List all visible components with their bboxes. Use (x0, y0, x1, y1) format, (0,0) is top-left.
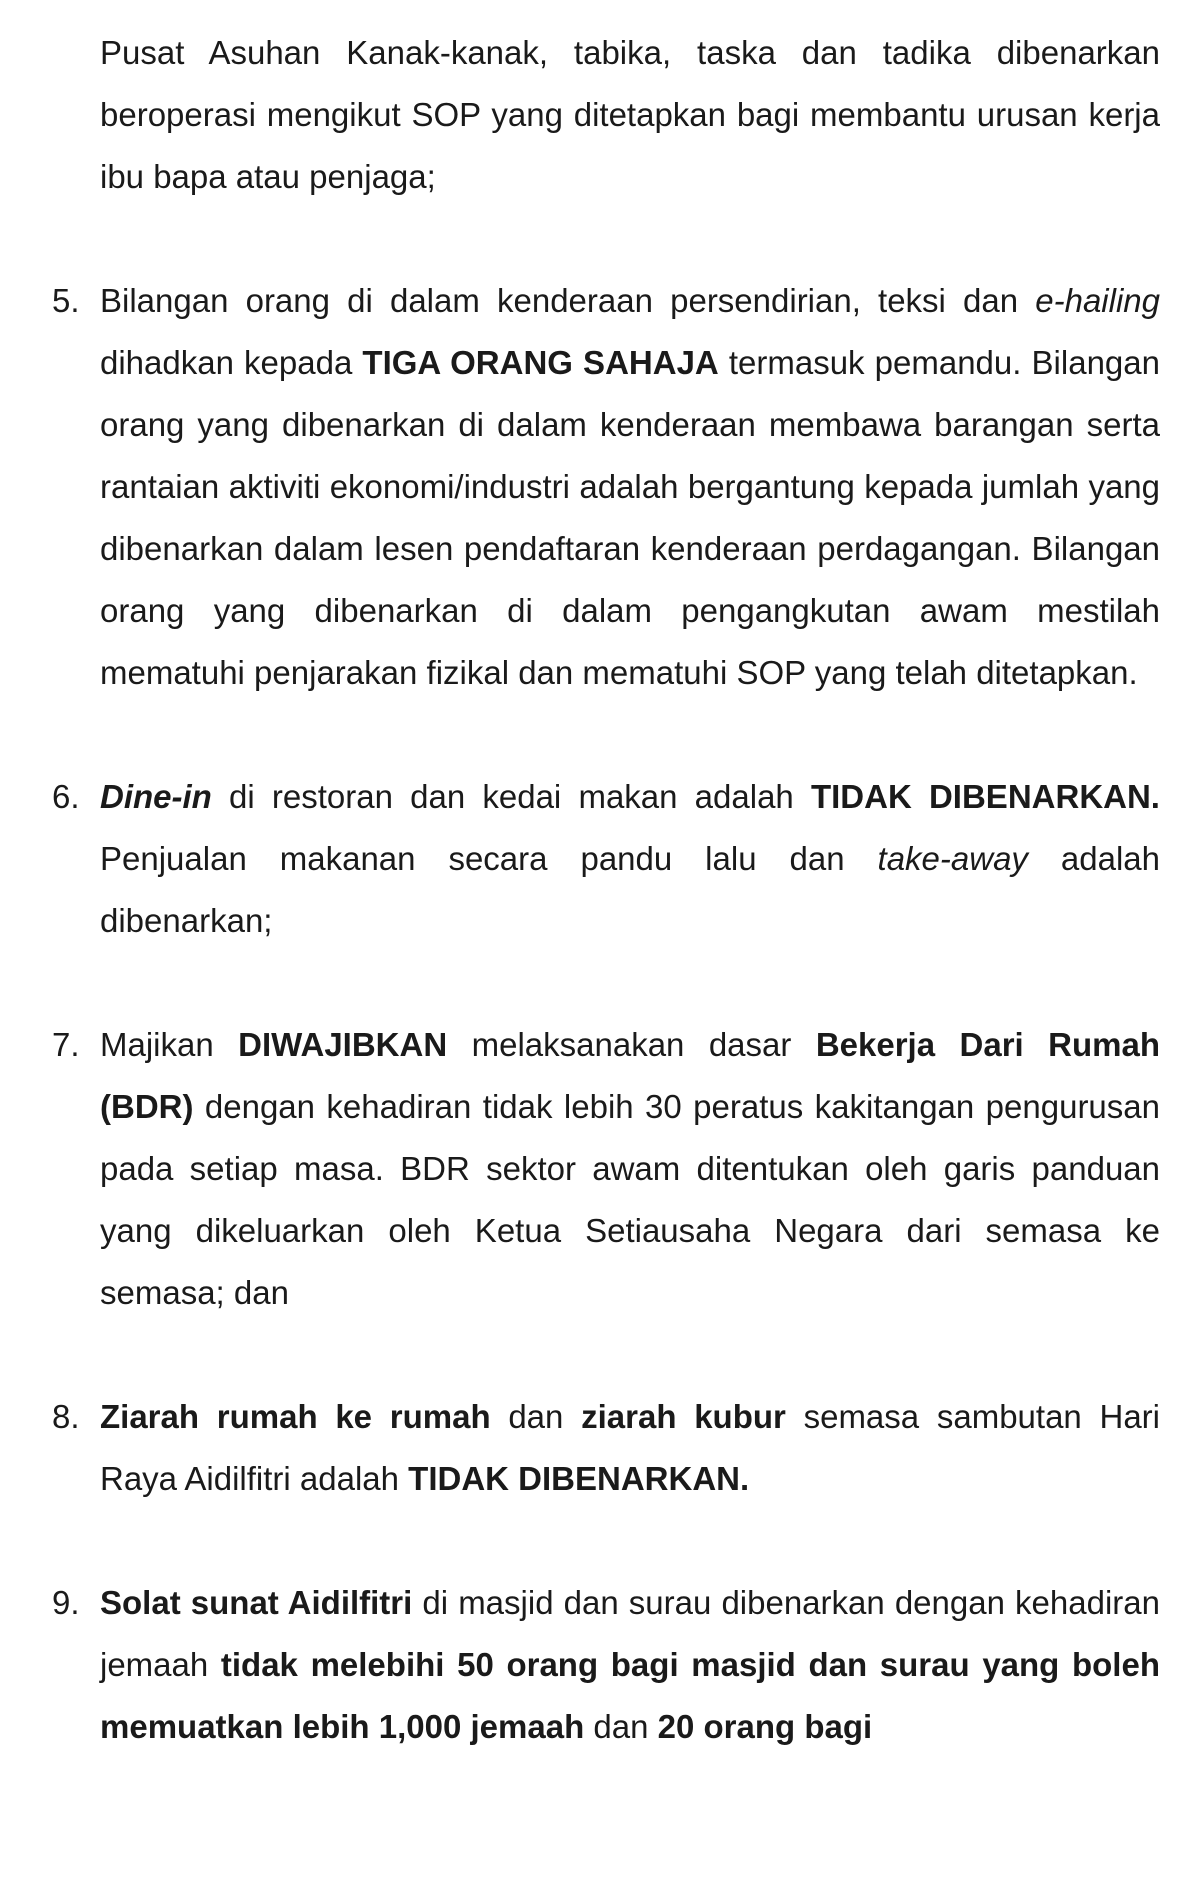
item-body (100, 1572, 1160, 1758)
list-item-6 (52, 766, 1160, 952)
text-run: Majikan (100, 1026, 239, 1063)
item-number: 5. (52, 282, 80, 319)
text-run: DIWAJIBKAN (238, 1026, 448, 1063)
text-run: Ziarah rumah ke rumah (100, 1398, 491, 1435)
item-body (100, 270, 1160, 704)
item-body (100, 1386, 1160, 1510)
text-run: dan (490, 1398, 582, 1435)
text-run: semasa sambutan Hari Raya Aidilfitri adalah (100, 1398, 1161, 1497)
text-run: take-away (877, 840, 1028, 877)
text-run: TIGA ORANG SAHAJA (362, 344, 719, 381)
item-body (100, 1014, 1160, 1324)
item-number: 8. (52, 1398, 80, 1435)
text-run: tidak melebihi 50 orang bagi masjid dan surau yang boleh memuatkan lebih 1,000 jemaah (100, 1646, 1160, 1745)
text-run: termasuk pemandu. Bilangan orang yang dibenarkan di dalam kenderaan membawa barangan serta rantaian aktiviti ekonomi/industri adalah bergantung kepada jumlah yang dibenarkan dalam lesen pendaftaran kenderaan perdagangan. Bilangan orang yang dibenarkan di dalam pengangkutan awam mestilah mematuhi penjarakan fizikal dan mematuhi SOP yang telah ditetapkan. (100, 344, 1160, 691)
list-item-5 (52, 270, 1160, 704)
text-run: Penjualan makanan secara pandu lalu dan (100, 840, 878, 877)
intro-paragraph: Pusat Asuhan Kanak-kanak, tabika, taska dan tadika dibenarkan beroperasi mengikut SOP yang ditetapkan bagi membantu urusan kerja ibu bapa atau penjaga; (100, 34, 1160, 195)
text-run: 20 orang bagi (657, 1708, 873, 1745)
text-run: dan (584, 1708, 658, 1745)
text-run: adalah dibenarkan; (100, 840, 1160, 939)
text-run: dihadkan kepada (100, 344, 363, 381)
text-run: Solat sunat Aidilfitri (100, 1584, 413, 1621)
item-number: 6. (52, 778, 80, 815)
text-run: TIDAK DIBENARKAN. (408, 1460, 750, 1497)
text-run: di restoran dan kedai makan adalah (211, 778, 811, 815)
list-item-7 (52, 1014, 1160, 1324)
item-number: 9. (52, 1584, 80, 1621)
text-run: ziarah kubur (581, 1398, 786, 1435)
text-run: melaksanakan dasar (447, 1026, 816, 1063)
item-body (100, 766, 1160, 952)
list-item-9 (52, 1572, 1160, 1758)
text-run: Bilangan orang di dalam kenderaan persendirian, teksi dan (100, 282, 1036, 319)
text-run: dengan kehadiran tidak lebih 30 peratus kakitangan pengurusan pada setiap masa. BDR sektor awam ditentukan oleh garis panduan yang dikeluarkan oleh Ketua Setiausaha Negara dari semasa ke semasa; dan (100, 1088, 1160, 1311)
item-number: 7. (52, 1026, 80, 1063)
text-run: TIDAK DIBENARKAN. (810, 778, 1160, 815)
text-run: Dine-in (100, 778, 212, 815)
text-run: e-hailing (1035, 282, 1160, 319)
list-item-8 (52, 1386, 1160, 1510)
text-run: di masjid dan surau dibenarkan dengan kehadiran jemaah (100, 1584, 1160, 1683)
text-run: Bekerja Dari Rumah (BDR) (100, 1026, 1160, 1125)
